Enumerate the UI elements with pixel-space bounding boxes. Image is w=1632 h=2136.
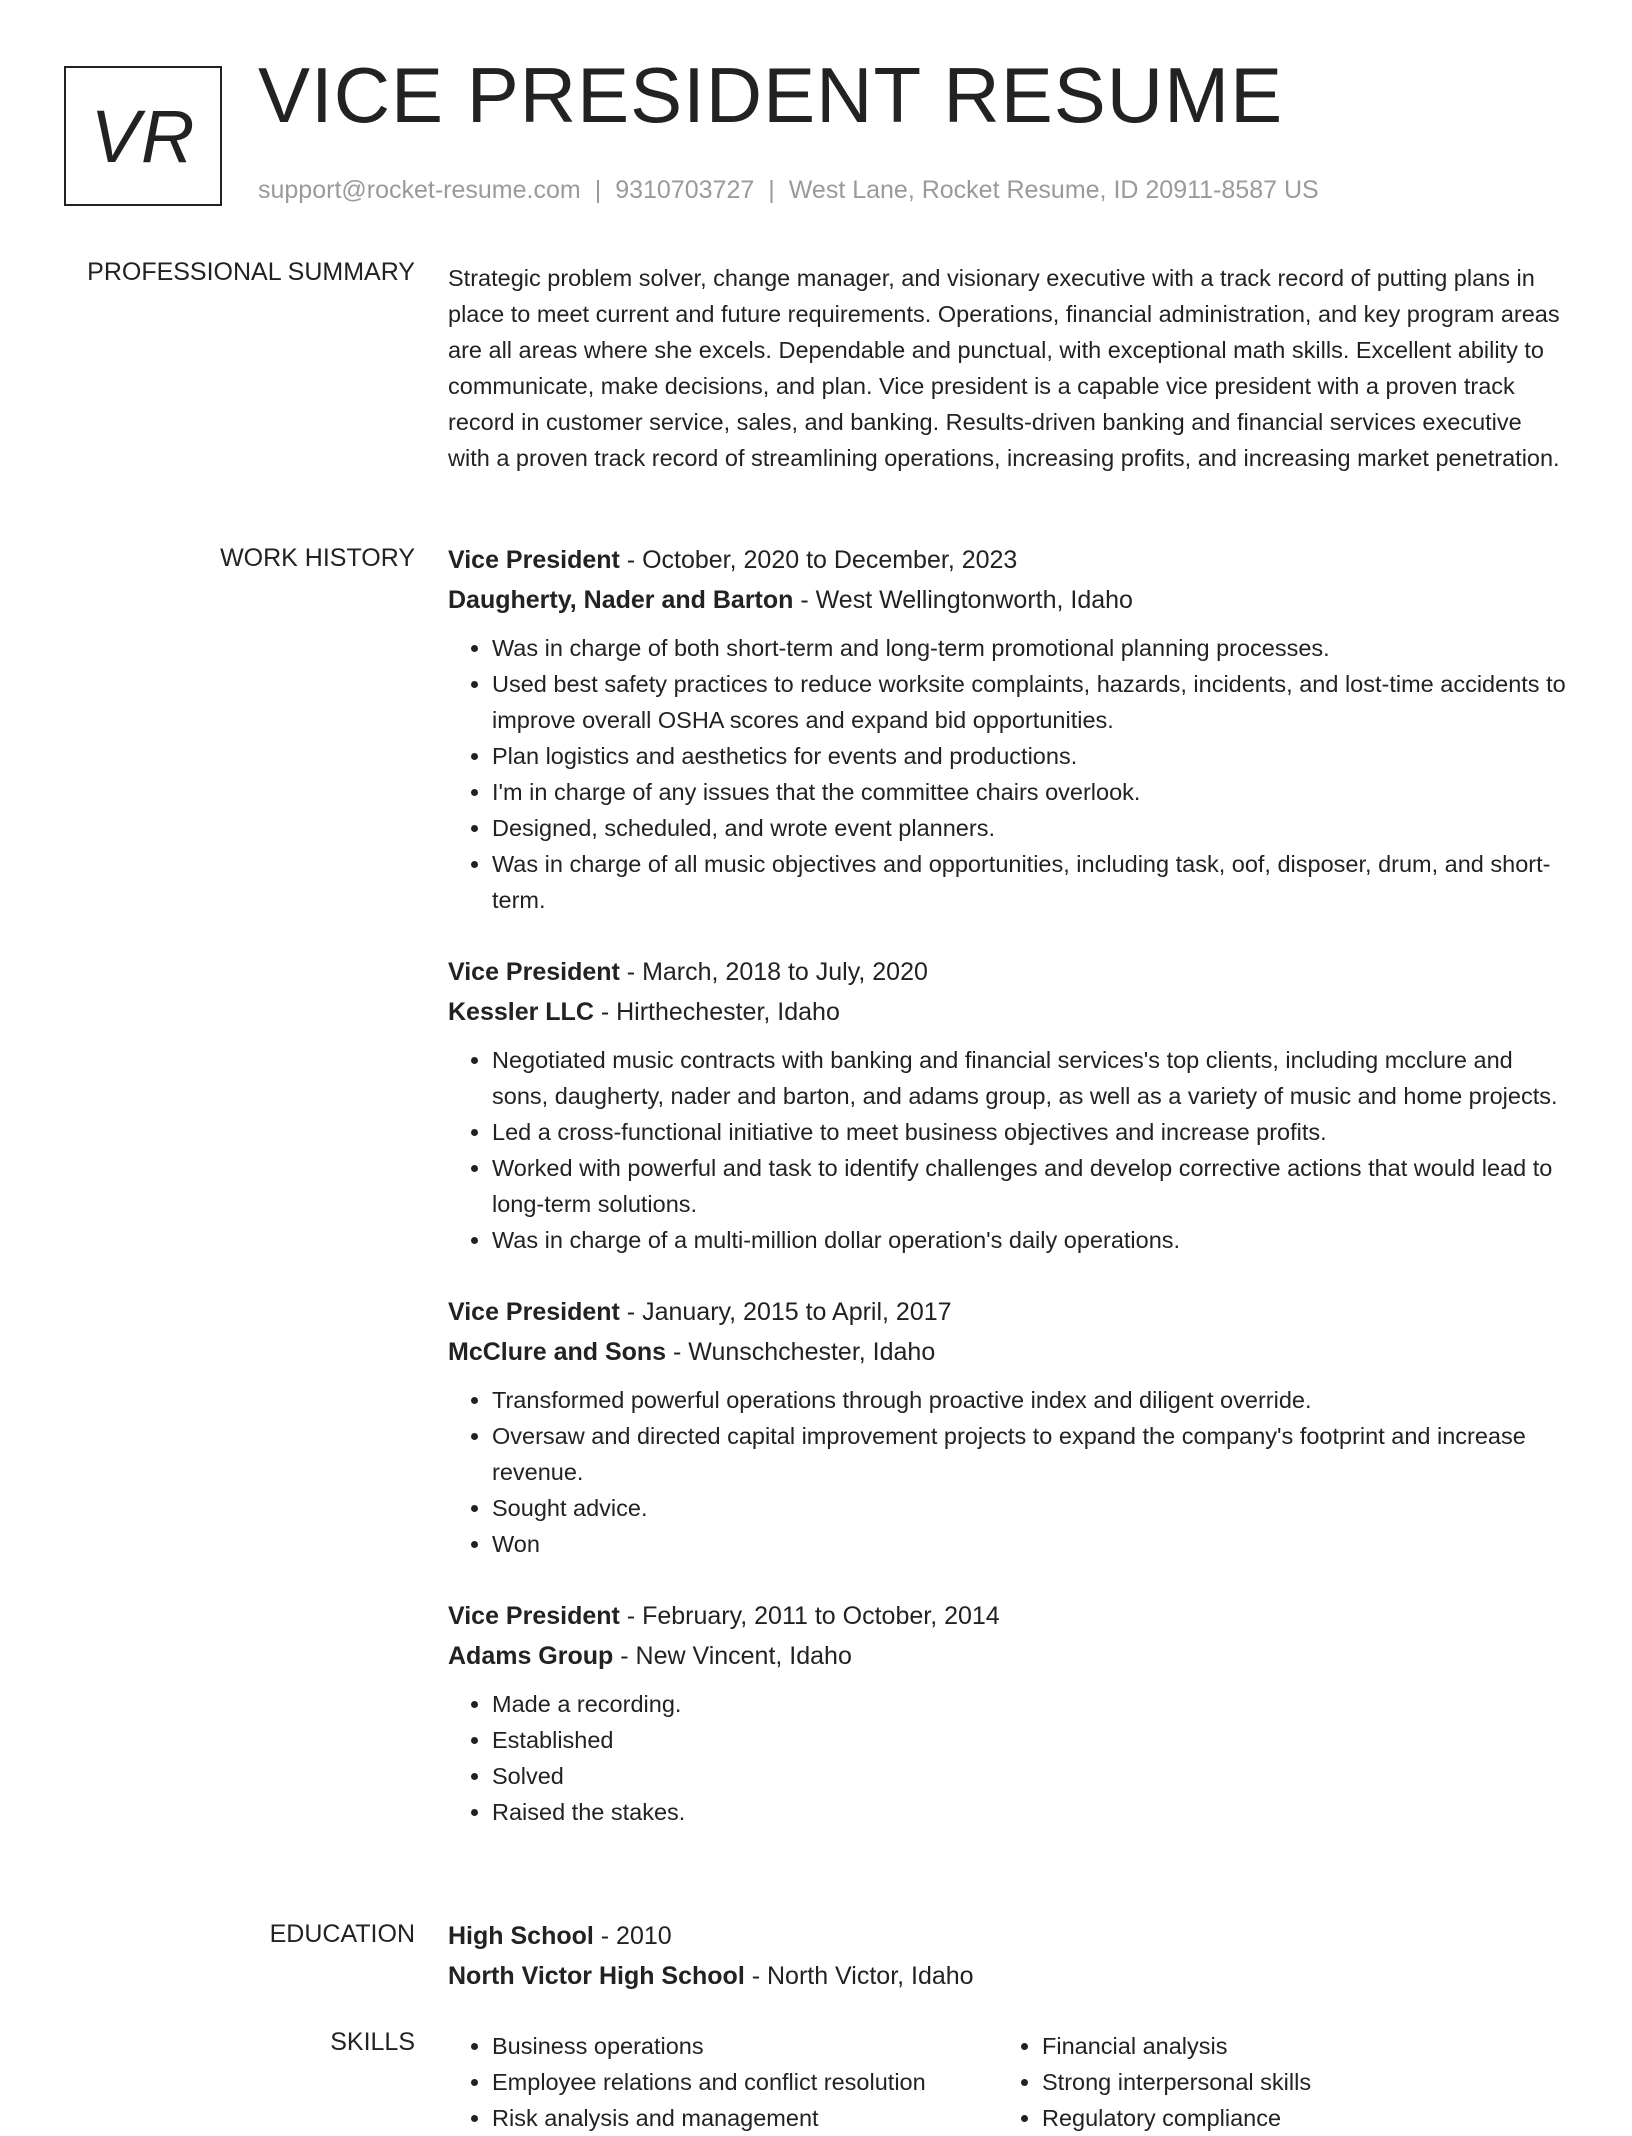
- bullet-item: • Transformed powerful operations through proactive index and diligent override.: [492, 1382, 1568, 1418]
- bullet-item: • Won: [492, 1526, 1568, 1562]
- section-label: EDUCATION: [269, 1920, 415, 1948]
- job-company: McClure and Sons: [448, 1338, 667, 1366]
- job-entry: [448, 1292, 1568, 1562]
- skill-item: • Financial analysis: [1042, 2028, 1548, 2064]
- bullet-item: • Plan logistics and aesthetics for events and productions.: [492, 738, 1568, 774]
- job-dates: - October, 2020 to December, 2023: [619, 546, 1018, 574]
- skill-item: • Risk analysis and management: [492, 2100, 998, 2136]
- education-location: - North Victor, Idaho: [744, 1962, 974, 1990]
- summary-text: Strategic problem solver, change manager, and visionary executive with a track record of putting plans in place to meet current and future requirements. Operations, financial administration, and key program areas are all areas where she excels. Dependable and punctual, with exceptional math skills. Excellent ability to communicate, make decisions, and plan. Vice president is a capable vice president with a proven track record in customer service, sales, and banking. Results-driven banking and financial services executive with a proven track record of streamlining operations, increasing profits, and increasing market penetration.: [448, 265, 1560, 471]
- resume-title: VICE PRESIDENT RESUME: [258, 51, 1284, 139]
- contact-phone: 9310703727: [615, 176, 755, 204]
- job-title: Vice President: [448, 546, 620, 574]
- job-title-line: [448, 1596, 1568, 1636]
- skill-item: • Business operations: [492, 2028, 998, 2064]
- bullet-item: • Made a recording.: [492, 1686, 1568, 1722]
- education-school: North Victor High School: [448, 1962, 745, 1990]
- bullet-item: • Sought advice.: [492, 1490, 1568, 1526]
- job-company-line: [448, 992, 1568, 1032]
- job-company: Adams Group: [448, 1642, 614, 1670]
- job-company: Daugherty, Nader and Barton: [448, 586, 794, 614]
- job-title-line: [448, 952, 1568, 992]
- job-company-line: [448, 1332, 1568, 1372]
- job-bullets: [448, 630, 1568, 918]
- skills-list-left: [448, 2028, 998, 2136]
- section-label: SKILLS: [330, 2028, 415, 2056]
- summary-body: [448, 260, 1568, 476]
- job-entry: [448, 540, 1568, 918]
- bullet-item: • Used best safety practices to reduce worksite complaints, hazards, incidents, and lost-time accidents to improve overall OSHA scores and expand bid opportunities.: [492, 666, 1568, 738]
- job-title: Vice President: [448, 958, 620, 986]
- contact-separator: |: [768, 176, 775, 204]
- bullet-item: • Raised the stakes.: [492, 1794, 1568, 1830]
- job-location: - Wunschchester, Idaho: [666, 1338, 936, 1366]
- bullet-item: • Was in charge of a multi-million dollar operation's daily operations.: [492, 1222, 1568, 1258]
- bullet-item: • Was in charge of both short-term and long-term promotional planning processes.: [492, 630, 1568, 666]
- skill-item: • Strong interpersonal skills: [1042, 2064, 1548, 2100]
- bullet-item: • I'm in charge of any issues that the committee chairs overlook.: [492, 774, 1568, 810]
- job-company-line: [448, 1636, 1568, 1676]
- skills-list-right: [998, 2028, 1548, 2136]
- section-label: WORK HISTORY: [220, 544, 415, 572]
- education-degree: High School: [448, 1922, 594, 1950]
- bullet-item: • Oversaw and directed capital improvement projects to expand the company's footprint and increase revenue.: [492, 1418, 1568, 1490]
- monogram-box: [64, 66, 222, 206]
- job-title: Vice President: [448, 1602, 620, 1630]
- skill-item: • Regulatory compliance: [1042, 2100, 1548, 2136]
- work-history-body: [448, 540, 1568, 1864]
- skills-columns: [448, 2028, 1568, 2136]
- job-location: - Hirthechester, Idaho: [593, 998, 840, 1026]
- contact-address: West Lane, Rocket Resume, ID 20911-8587 US: [788, 176, 1319, 204]
- job-title-line: [448, 1292, 1568, 1332]
- bullet-item: • Worked with powerful and task to identify challenges and develop corrective actions that would lead to long-term solutions.: [492, 1150, 1568, 1222]
- bullet-item: • Established: [492, 1722, 1568, 1758]
- education-body: [448, 1916, 1568, 1996]
- contact-email: support@rocket-resume.com: [258, 176, 581, 204]
- job-entry: [448, 1596, 1568, 1830]
- bullet-item: • Designed, scheduled, and wrote event planners.: [492, 810, 1568, 846]
- job-bullets: [448, 1382, 1568, 1562]
- job-dates: - March, 2018 to July, 2020: [619, 958, 928, 986]
- education-degree-line: [448, 1916, 1568, 1956]
- section-label: PROFESSIONAL SUMMARY: [87, 258, 415, 286]
- skills-body: [448, 2028, 1568, 2136]
- bullet-item: • Led a cross-functional initiative to meet business objectives and increase profits.: [492, 1114, 1568, 1150]
- job-dates: - February, 2011 to October, 2014: [619, 1602, 1000, 1630]
- job-title: Vice President: [448, 1298, 620, 1326]
- contact-separator: |: [594, 176, 602, 204]
- education-school-line: [448, 1956, 1568, 1996]
- education-year: - 2010: [593, 1922, 672, 1950]
- contact-line: [258, 176, 1319, 205]
- job-company-line: [448, 580, 1568, 620]
- bullet-item: • Solved: [492, 1758, 1568, 1794]
- job-title-line: [448, 540, 1568, 580]
- job-dates: - January, 2015 to April, 2017: [619, 1298, 952, 1326]
- job-entry: [448, 952, 1568, 1258]
- job-company: Kessler LLC: [448, 998, 594, 1026]
- bullet-item: • Negotiated music contracts with banking and financial services's top clients, including mcclure and sons, daugherty, nader and barton, and adams group, as well as a variety of music and home projects.: [492, 1042, 1568, 1114]
- job-bullets: [448, 1686, 1568, 1830]
- skill-item: • Employee relations and conflict resolution: [492, 2064, 998, 2100]
- job-location: - New Vincent, Idaho: [613, 1642, 852, 1670]
- bullet-item: • Was in charge of all music objectives and opportunities, including task, oof, disposer, drum, and short-term.: [492, 846, 1568, 918]
- job-bullets: [448, 1042, 1568, 1258]
- monogram-initials: VR: [90, 94, 196, 178]
- job-location: - West Wellingtonworth, Idaho: [793, 586, 1133, 614]
